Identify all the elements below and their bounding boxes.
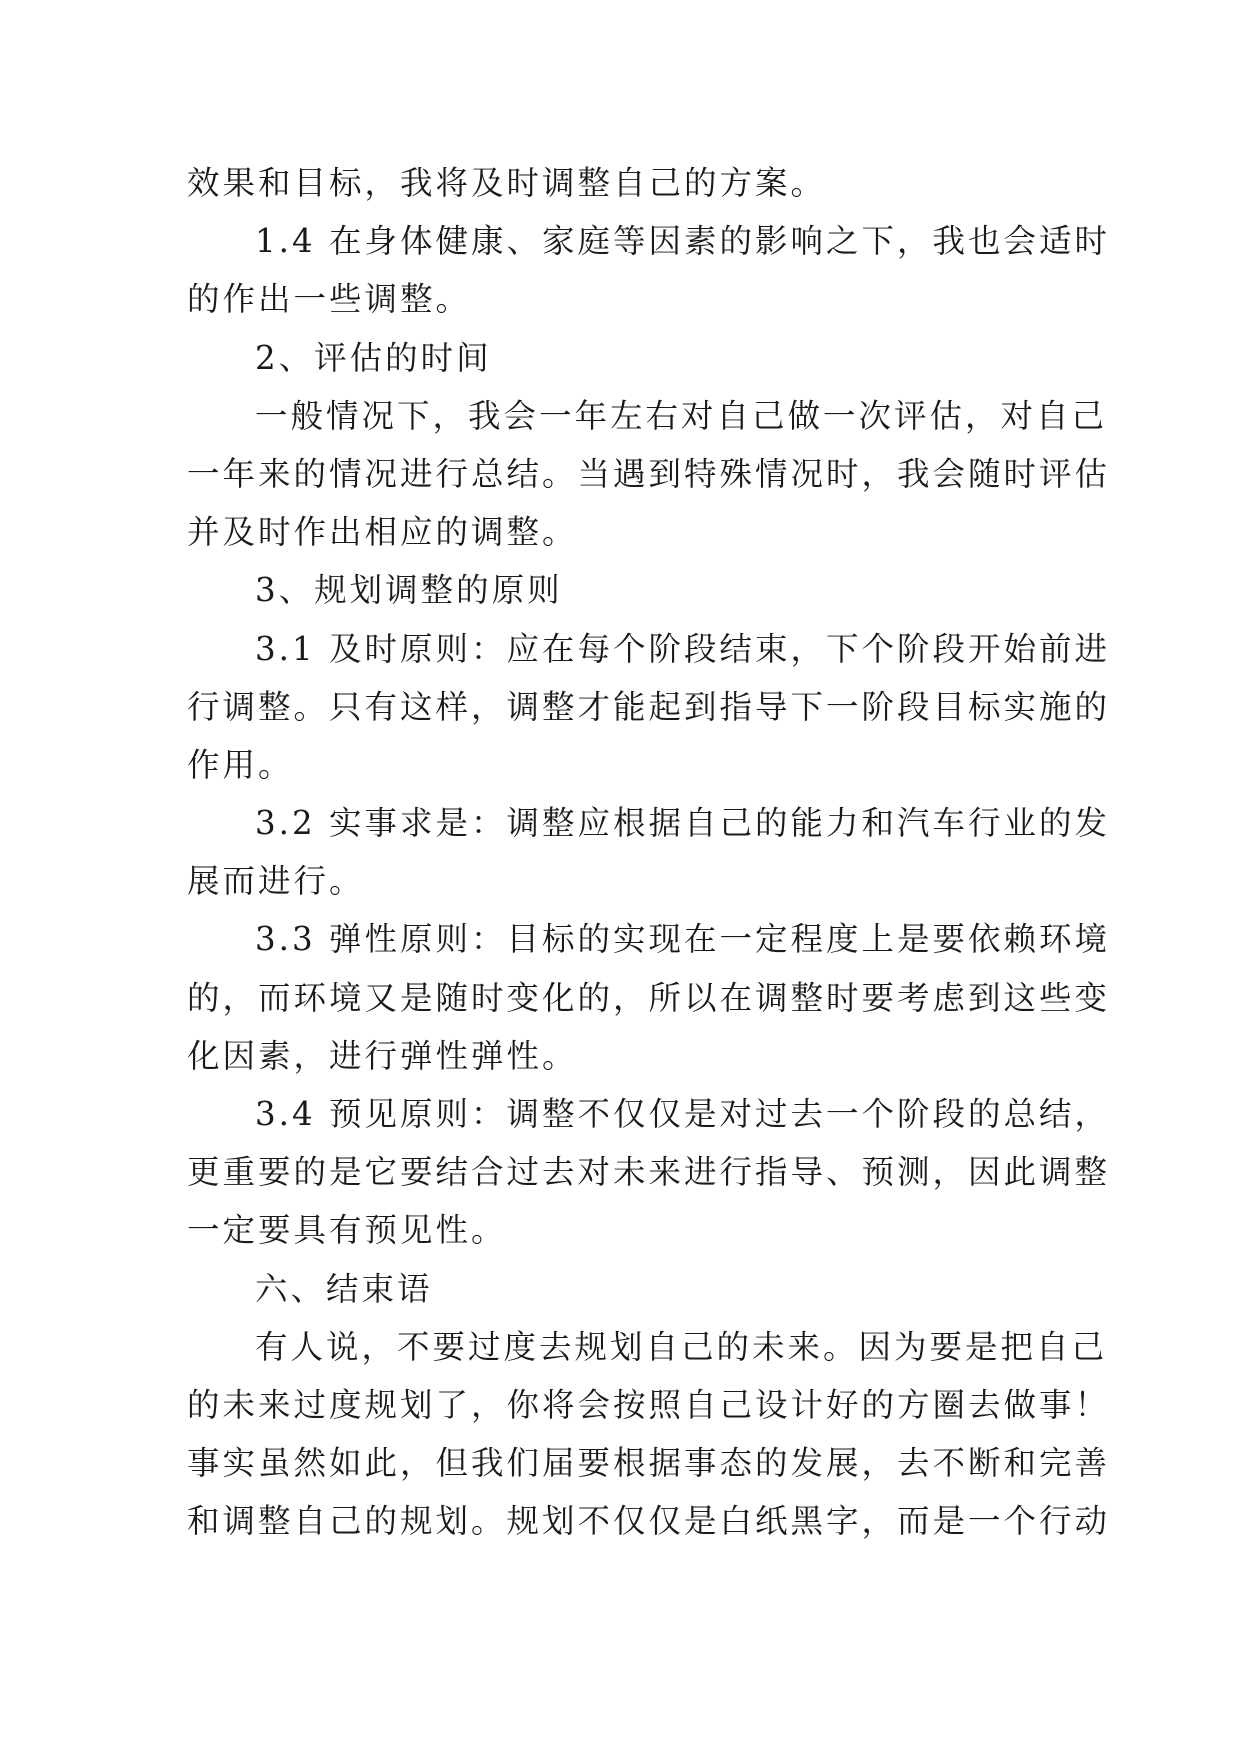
section-heading: 3、规划调整的原则 (255, 571, 563, 610)
text-line: 和调整自己的规划。规划不仅仅是白纸黑字，而是一个行动 (187, 1502, 1111, 1541)
text-line: 化因素，进行弹性弹性。 (187, 1036, 578, 1075)
text-line: 并及时作出相应的调整。 (187, 513, 578, 552)
text-line: 的，而环境又是随时变化的，所以在调整时要考虑到这些变 (187, 978, 1111, 1017)
section-heading: 2、评估的时间 (255, 338, 492, 377)
text-line: 3.1 及时原则：应在每个阶段结束，下个阶段开始前进 (255, 629, 1111, 668)
text-line: 作用。 (187, 745, 294, 784)
text-line: 行调整。只有这样，调整才能起到指导下一阶段目标实施的 (187, 687, 1111, 726)
text-line: 一年来的情况进行总结。当遇到特殊情况时，我会随时评估 (187, 454, 1111, 493)
text-line: 展而进行。 (187, 862, 365, 901)
text-line: 一定要具有预见性。 (187, 1211, 507, 1250)
document-body (187, 154, 1111, 1551)
section-heading: 六、结束语 (255, 1269, 433, 1308)
text-line: 3.4 预见原则：调整不仅仅是对过去一个阶段的总结， (255, 1095, 1111, 1133)
text-line: 1.4 在身体健康、家庭等因素的影响之下，我也会适时 (255, 222, 1111, 261)
text-line: 效果和目标，我将及时调整自己的方案。 (187, 164, 827, 202)
text-line: 的未来过度规划了，你将会按照自己设计好的方圈去做事！ (187, 1385, 1111, 1424)
text-line: 有人说，不要过度去规划自己的未来。因为要是把自己 (255, 1327, 1108, 1366)
text-line: 更重要的是它要结合过去对未来进行指导、预测，因此调整 (187, 1153, 1111, 1192)
text-line: 3.3 弹性原则：目标的实现在一定程度上是要依赖环境 (255, 920, 1111, 959)
text-line: 3.2 实事求是：调整应根据自己的能力和汽车行业的发 (255, 804, 1111, 843)
text-line: 的作出一些调整。 (187, 280, 472, 319)
text-line: 一般情况下，我会一年左右对自己做一次评估，对自己 (255, 396, 1108, 435)
text-line: 事实虽然如此，但我们届要根据事态的发展，去不断和完善 (187, 1444, 1111, 1483)
